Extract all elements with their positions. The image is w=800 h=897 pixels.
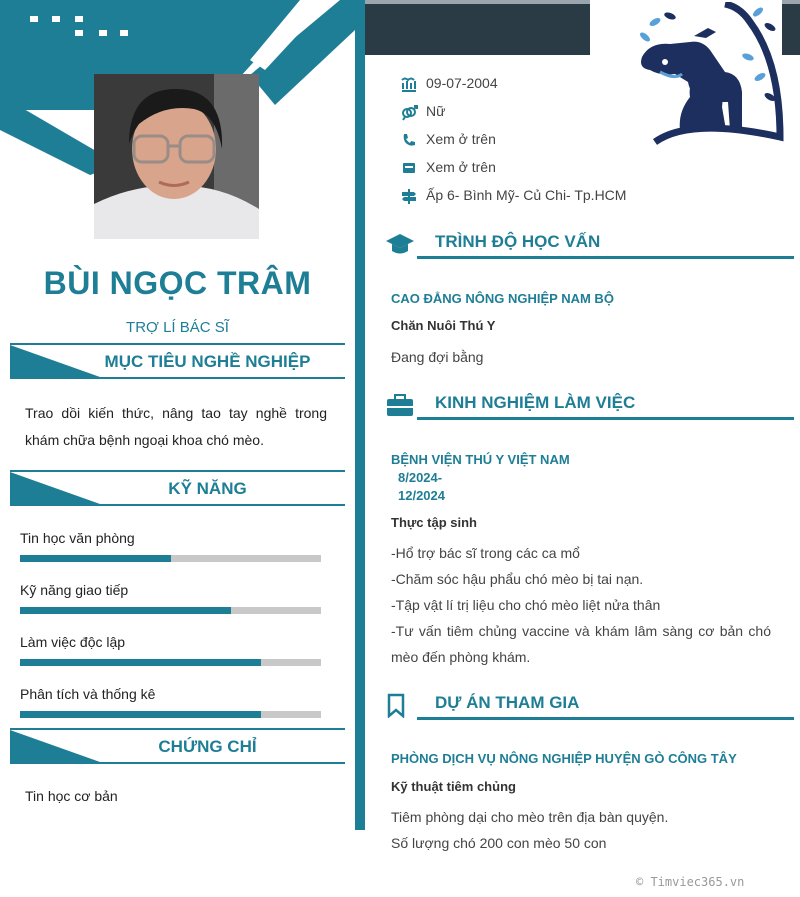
- skill-bar-fill: [20, 659, 261, 666]
- candidate-name: BÙI NGỌC TRÂM: [43, 265, 312, 301]
- experience-duty: -Tư vấn tiêm chủng vaccine và khám lâm sàng cơ bản chó mèo đến phòng khám.: [391, 623, 771, 665]
- experience-duty: -Tập vật lí trị liệu cho chó mèo liệt nửa thân: [391, 597, 661, 613]
- education-status: Đang đợi bằng: [391, 349, 484, 365]
- certificates-heading: CHỨNG CHỈ: [10, 728, 345, 764]
- phone-icon: [400, 131, 418, 149]
- experience-period-start: 8/2024-: [398, 470, 443, 485]
- skill-bar: [20, 555, 321, 562]
- gender-icon: [400, 103, 418, 121]
- job-title: TRỢ LÍ BÁC SĨ: [126, 319, 229, 336]
- column-divider: [355, 0, 365, 830]
- skill-bar: [20, 711, 321, 718]
- profile-photo: [94, 74, 259, 239]
- experience-company: BỆNH VIỆN THÚ Y VIỆT NAM: [391, 452, 570, 467]
- project-line: Tiêm phòng dại cho mèo trên địa bàn quyện.: [391, 809, 669, 825]
- certificate-item: Tin học cơ bản: [25, 788, 118, 804]
- skills-heading: KỸ NĂNG: [10, 470, 345, 506]
- signpost-icon: [400, 187, 418, 205]
- project-line: Số lượng chó 200 con mèo 50 con: [391, 835, 607, 851]
- email-icon: [400, 159, 418, 177]
- footer-watermark: © Timviec365.vn: [636, 875, 745, 889]
- skill-label: Tin học văn phòng: [20, 530, 135, 546]
- education-school: CAO ĐẲNG NÔNG NGHIỆP NAM BỘ: [391, 291, 614, 306]
- skill-bar-fill: [20, 555, 171, 562]
- skill-bar: [20, 607, 321, 614]
- objective-heading: MỤC TIÊU NGHỀ NGHIỆP: [10, 343, 345, 379]
- skill-label: Phân tích và thống kê: [20, 686, 156, 702]
- project-role: Kỹ thuật tiêm chủng: [391, 779, 516, 794]
- projects-heading: DỰ ÁN THAM GIA: [385, 690, 794, 720]
- education-heading: TRÌNH ĐỘ HỌC VẤN: [385, 229, 794, 259]
- skill-label: Làm việc độc lập: [20, 634, 126, 650]
- calendar-icon: [400, 75, 418, 93]
- skill-bar: [20, 659, 321, 666]
- skill-bar-fill: [20, 607, 231, 614]
- project-organization: PHÒNG DỊCH VỤ NÔNG NGHIỆP HUYỆN GÒ CÔNG TÂY: [391, 751, 737, 766]
- pet-logo: [630, 2, 785, 147]
- skill-label: Kỹ năng giao tiếp: [20, 582, 129, 598]
- header-banner: [365, 0, 590, 55]
- experience-period-end: 12/2024: [398, 488, 445, 503]
- briefcase-icon: [385, 392, 415, 418]
- experience-duty: -Hổ trợ bác sĩ trong các ca mổ: [391, 545, 580, 561]
- graduation-cap-icon: [385, 231, 415, 257]
- experience-duty: -Chăm sóc hậu phẩu chó mèo bị tai nạn.: [391, 571, 644, 587]
- skill-bar-fill: [20, 711, 261, 718]
- experience-heading: KINH NGHIỆM LÀM VIỆC: [385, 390, 794, 420]
- objective-text: Trao dồi kiến thức, nâng tao tay nghề trong khám chữa bệnh ngoại khoa chó mèo.: [25, 405, 327, 448]
- bookmark-icon: [385, 692, 415, 718]
- experience-position: Thực tập sinh: [391, 515, 477, 530]
- education-major: Chăn Nuôi Thú Y: [391, 318, 496, 333]
